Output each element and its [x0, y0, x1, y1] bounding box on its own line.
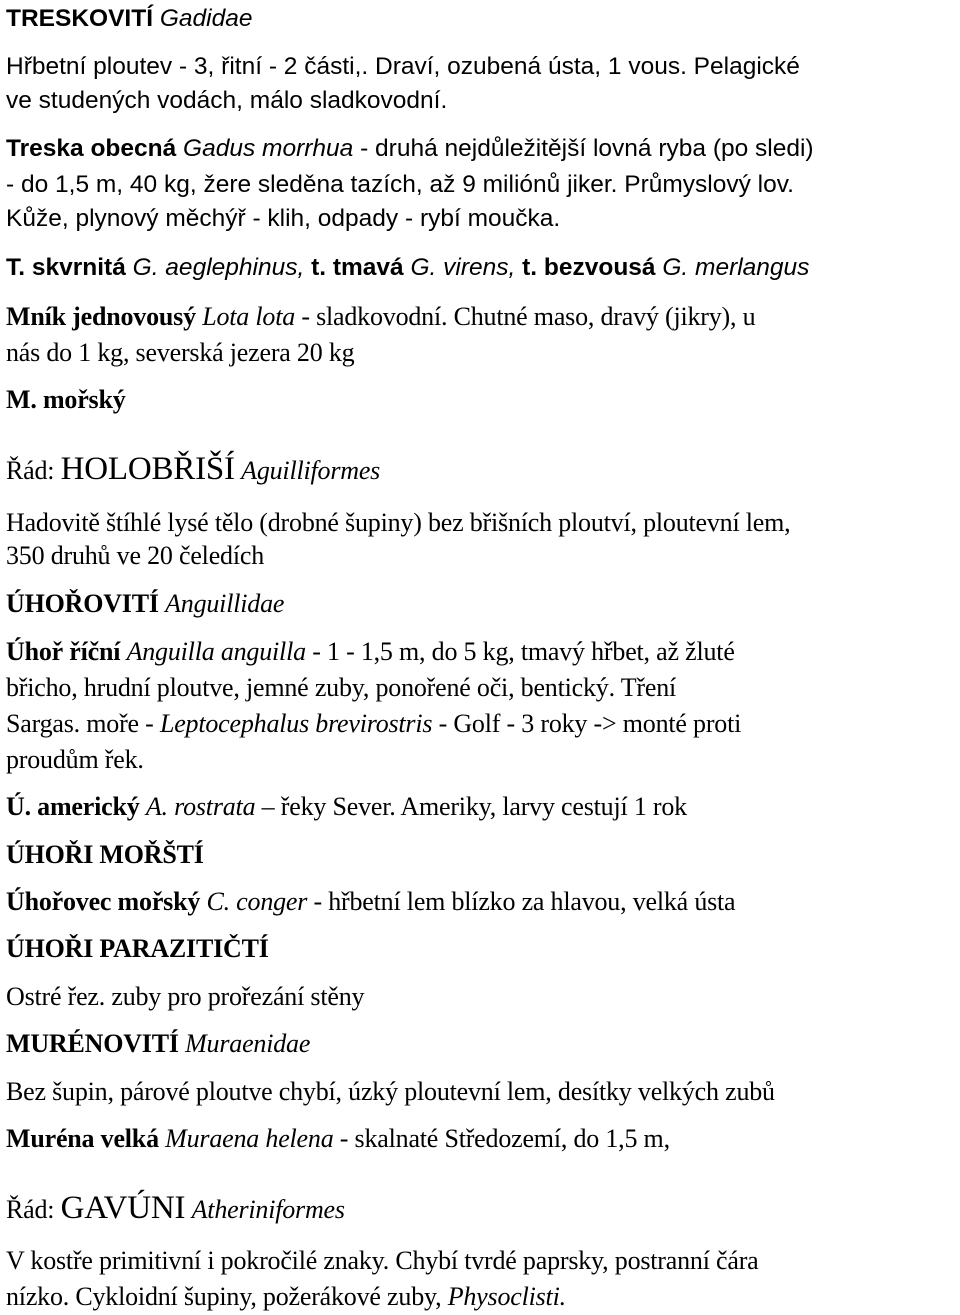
text-line [6, 745, 144, 775]
latin-name: Anguilla anguilla [126, 637, 306, 666]
text-line [6, 1077, 775, 1107]
text-segment: břicho, hrudní ploutve, jemné zuby, ponořené oči, bentický. Tření [6, 673, 677, 702]
text-line [6, 887, 735, 917]
text-line [6, 637, 735, 667]
text-line [6, 982, 364, 1012]
text-segment: - sladkovodní. Chutné maso, dravý (jikry), u [295, 302, 756, 331]
text-segment: Ostré řez. zuby pro prořezání stěny [6, 982, 365, 1011]
text-segment: - skalnaté Středozemí, do 1,5 m, [333, 1124, 670, 1153]
text-line [6, 1190, 345, 1226]
latin-name: G. virens, [410, 254, 516, 281]
text-segment: - do 1,5 m, 40 kg, žere sleděna tazích, až 9 miliónů jiker. Průmyslový lov. [6, 171, 794, 198]
bold-term: Treska obecná [6, 135, 184, 162]
bold-term: Mník jednovousý [6, 302, 203, 331]
text-line [6, 840, 204, 870]
latin-name: Aguilliformes [241, 456, 381, 485]
text-segment: 350 druhů ve 20 čeledích [6, 541, 265, 570]
text-segment: V kostře primitivní i pokročilé znaky. Chybí tvrdé paprsky, postranní čára [6, 1246, 759, 1275]
text-line [6, 4, 252, 34]
text-line [6, 52, 800, 82]
bold-term: t. tmavá [304, 254, 411, 281]
text-line [6, 508, 790, 538]
text-line [6, 338, 354, 368]
latin-name: Gadidae [159, 5, 253, 32]
text-segment: Hřbetní ploutev - 3, řitní - 2 části,. Draví, ozubená ústa, 1 vous. Pelagické [6, 53, 800, 80]
text-line [6, 86, 447, 116]
bold-term: ÚHOŘI MOŘŠTÍ [6, 840, 204, 869]
bold-term: t. bezvousá [515, 254, 663, 281]
text-line [6, 1282, 566, 1312]
bold-term: Úhořovec mořský [6, 887, 207, 916]
latin-name: Lota lota [202, 302, 296, 331]
text-line [6, 1029, 310, 1059]
text-segment: ve studených vodách, málo sladkovodní. [6, 87, 448, 114]
latin-name: G. aeglephinus, [132, 254, 305, 281]
text-line [6, 1246, 759, 1276]
text-line [6, 673, 676, 703]
text-segment: HOLOBŘIŠÍ [60, 451, 235, 487]
latin-name: C. conger [206, 887, 308, 916]
text-line [6, 709, 741, 739]
text-segment: GAVÚNI [60, 1190, 186, 1226]
latin-name: Physoclisti. [447, 1282, 566, 1311]
latin-name: Gadus morrhua [183, 135, 354, 162]
text-segment: Hadovitě štíhlé lysé tělo (drobné šupiny) bez břišních ploutví, ploutevní lem, [6, 508, 791, 537]
bold-term: T. skvrnitá [6, 254, 133, 281]
latin-name: Atheriniformes [191, 1195, 345, 1224]
text-segment: - druhá nejdůležitější lovná ryba (po sledi) [353, 135, 814, 162]
bold-term: M. mořský [6, 385, 126, 414]
text-segment: – řeky Sever. Ameriky, larvy cestují 1 rok [255, 792, 687, 821]
text-line [6, 934, 269, 964]
bold-term: ÚHOŘI PARAZITIČTÍ [6, 934, 269, 963]
text-segment: nás do 1 kg, severská jezera 20 kg [6, 338, 355, 367]
text-line [6, 302, 755, 332]
bold-term: ÚHOŘOVITÍ [6, 589, 166, 618]
text-segment: Řád: [6, 456, 61, 485]
text-line [6, 204, 560, 234]
bold-term: Muréna velká [6, 1124, 166, 1153]
latin-name: Leptocephalus brevirostris [159, 709, 433, 738]
latin-name: Anguillidae [165, 589, 285, 618]
text-line [6, 1124, 670, 1154]
text-segment: Kůže, plynový měchýř - klih, odpady - rybí moučka. [6, 205, 561, 232]
text-segment: nízko. Cykloidní šupiny, požerákové zuby, [6, 1282, 448, 1311]
text-segment: - 1 - 1,5 m, do 5 kg, tmavý hřbet, až žluté [305, 637, 735, 666]
bold-term: Úhoř říční [6, 637, 127, 666]
text-line [6, 589, 284, 619]
text-segment: - Golf - 3 roky -> monté proti [432, 709, 742, 738]
text-line [6, 541, 264, 571]
text-segment: Řád: [6, 1195, 61, 1224]
text-segment: proudům řek. [6, 745, 144, 774]
latin-name: A. rostrata [145, 792, 256, 821]
bold-term: Ú. americký [6, 792, 146, 821]
text-segment: Sargas. moře - [6, 709, 160, 738]
latin-name: Muraenidae [185, 1029, 311, 1058]
text-line [6, 451, 381, 487]
text-line [6, 134, 814, 164]
latin-name: G. merlangus [662, 254, 810, 281]
text-line [6, 385, 126, 415]
text-line [6, 792, 687, 822]
bold-term: TRESKOVITÍ [6, 5, 160, 32]
text-segment: Bez šupin, párové ploutve chybí, úzký ploutevní lem, desítky velkých zubů [6, 1077, 775, 1106]
bold-term: MURÉNOVITÍ [6, 1029, 186, 1058]
text-line [6, 253, 809, 283]
text-segment: - hřbetní lem blízko za hlavou, velká ústa [307, 887, 736, 916]
text-line [6, 170, 794, 200]
latin-name: Muraena helena [165, 1124, 334, 1153]
